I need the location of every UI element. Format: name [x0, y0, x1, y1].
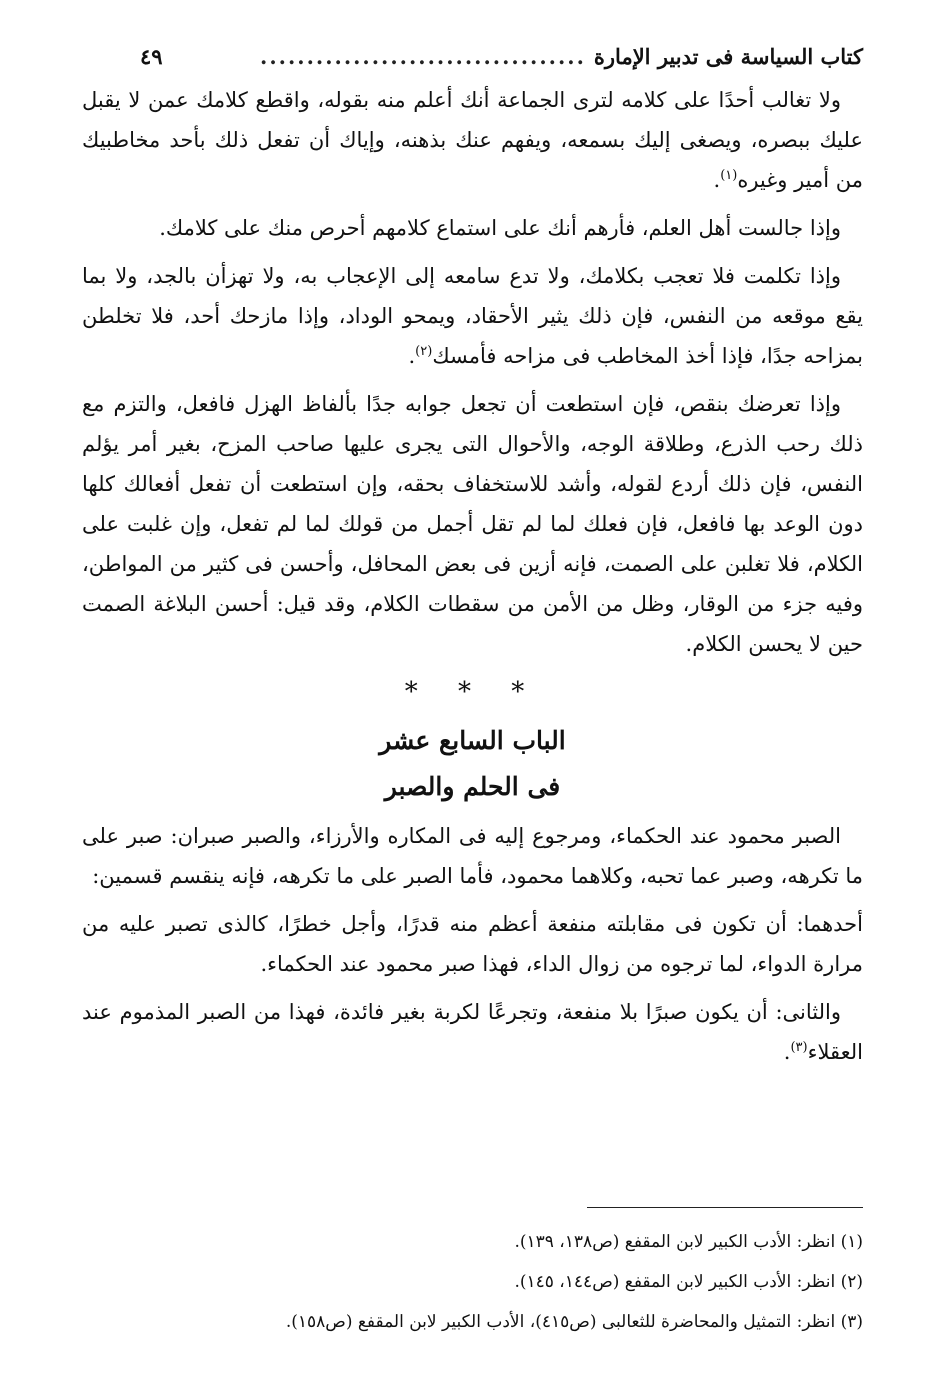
footnote-item: (١) انظر: الأدب الكبير لابن المقفع (ص١٣٨، ١٣٩).: [514, 1232, 863, 1252]
book-title: كتاب السياسة فى تدبير الإمارة: [593, 44, 863, 69]
chapter-subtitle: فى الحلم والصبر: [384, 772, 561, 801]
footnote-item: (٢) انظر: الأدب الكبير لابن المقفع (ص١٤٤، ١٤٥).: [514, 1272, 863, 1292]
paragraph: وإذا تكلمت فلا تعجب بكلامك، ولا تدع سامعه إلى الإعجاب به، ولا تهزأن بالجد، ولا بما يقع موقعه من النفس، فإن ذلك يثير الأحقاد، ويمحو الوداد، وإذا مازحك أحد، فلا تخلطن بمزاحه جدًا، فإذا أخذ المخاطب فى مزاحه فأمسك$^{(٢)}$.: [82, 264, 863, 368]
paragraph: والثانى: أن يكون صبرًا بلا منفعة، وتجرعًا لكربة بغير فائدة، فهذا من الصبر المذموم عند العقلاء$^{(٣)}$.: [82, 1000, 863, 1064]
running-header: [140, 42, 863, 72]
section-separator: * * *: [404, 677, 541, 707]
paragraph: ولا تغالب أحدًا على كلامه لترى الجماعة أنك أعلم منه بقوله، واقطع كلامك عمن لا يقبل عليك ببصره، ويصغى إليك بسمعه، ويفهم عنك بذهنه، وإياك أن تفعل ذلك بأحد مخاطبيك من أمير وغيره$^{(١)}$.: [82, 88, 863, 192]
chapter-title: الباب السابع عشر: [379, 726, 566, 755]
page-number: ٤٩: [140, 44, 163, 69]
footnote-marker[interactable]: (١): [720, 168, 738, 183]
footnote-marker[interactable]: (٢): [415, 344, 433, 359]
header-leader-dots: ...................................: [260, 44, 586, 69]
paragraph: وإذا جالست أهل العلم، فأرهم أنك على استماع كلامهم أحرص منك على كلامك.: [159, 216, 841, 240]
footnotes: [82, 1222, 863, 1342]
page-body: [82, 80, 863, 1080]
footnote-marker[interactable]: (٣): [790, 1040, 808, 1055]
footnote-divider: [587, 1207, 863, 1208]
paragraph: الصبر محمود عند الحكماء، ومرجوع إليه فى المكاره والأرزاء، والصبر صبران: صبر على ما تكرهه، وصبر عما تحبه، وكلاهما محمود، فأما الصبر على ما تكرهه، فإنه ينقسم قسمين:: [82, 824, 863, 888]
paragraph: وإذا تعرضك بنقص، فإن استطعت أن تجعل جوابه جدًا بألفاظ الهزل فافعل، والتزم مع ذلك رحب الذرع، وطلاقة الوجه، والأحوال التى يجرى عليها صاحب المزح، بغير أمر يؤلم النفس، فإن ذلك أردع لقوله، وأشد للاستخفاف بحقه، وإن استطعت أن تفعل أفعالك كلها دون الوعد بها فافعل، فإن فعلك لما لم تقل أجمل من قولك لما لم تفعل، وإن غلبت على الكلام، فلا تغلبن على الصمت، فإنه أزين فى بعض المحافل، وأحسن فى كثير من المواطن، وفيه جزء من الوقار، وظل من الأمن من سقطات الكلام، وقد قيل: أحسن البلاغة الصمت حين لا يحسن الكلام.: [82, 392, 863, 656]
footnote-item: (٣) انظر: التمثيل والمحاضرة للثعالبى (ص٤١٥)، الأدب الكبير لابن المقفع (ص١٥٨).: [285, 1312, 863, 1332]
paragraph: أحدهما: أن تكون فى مقابلته منفعة أعظم منه قدرًا، وأجل خطرًا، كالذى تصبر عليه من مرارة الدواء، لما ترجوه من زوال الداء، فهذا صبر محمود عند الحكماء.: [82, 912, 863, 976]
